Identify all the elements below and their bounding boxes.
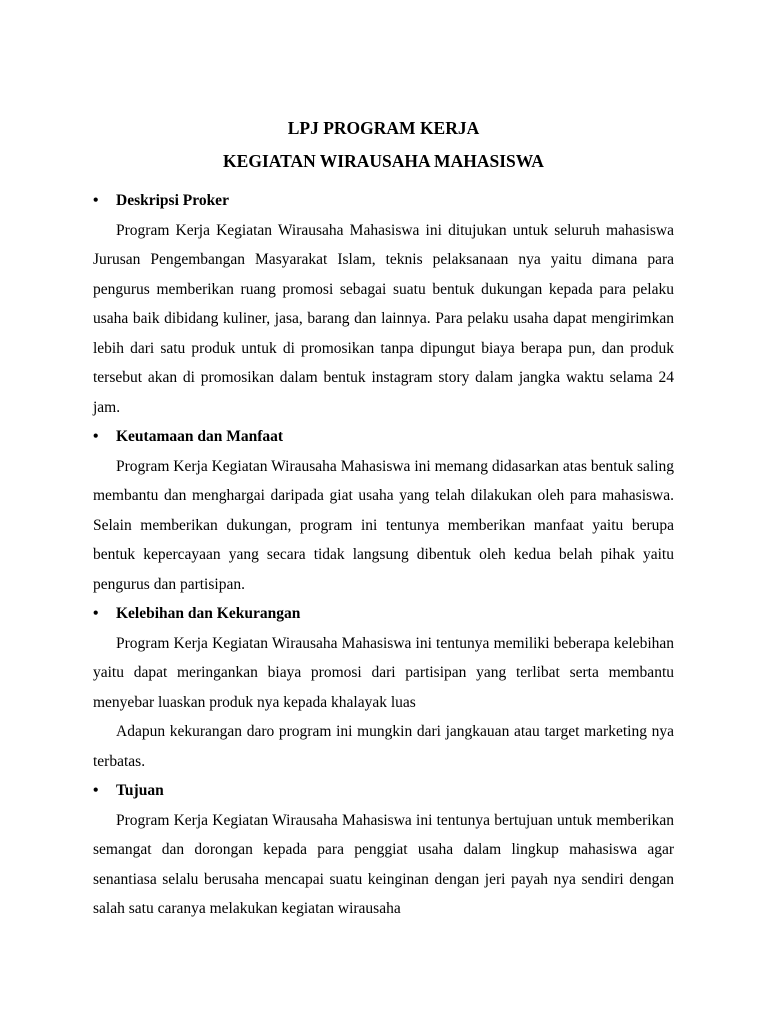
section-kelebihan-kekurangan <box>93 599 674 776</box>
document-title-line-1: LPJ PROGRAM KERJA <box>287 118 480 138</box>
section-heading-text: Keutamaan dan Manfaat <box>116 428 284 445</box>
section-heading <box>93 422 674 452</box>
section-tujuan <box>93 776 674 924</box>
section-paragraph: Program Kerja Kegiatan Wirausaha Mahasiswa ini memang didasarkan atas bentuk saling membantu dan menghargai daripada giat usaha yang telah dilakukan oleh para mahasiswa. Selain memberikan dukungan, program ini tentunya memberikan manfaat yaitu berupa bentuk kepercayaan yang secara tidak langsung dibentuk oleh kedua belah pihak yaitu pengurus dan partisipan. <box>93 457 674 593</box>
section-paragraph: Program Kerja Kegiatan Wirausaha Mahasiswa ini tentunya bertujuan untuk memberikan semangat dan dorongan kepada para penggiat usaha dalam lingkup mahasiswa agar senantiasa selalu berusaha mencapai suatu keinginan dengan jeri payah nya sendiri dengan salah satu caranya melakukan kegiatan wirausaha <box>93 811 674 917</box>
bullet-icon: • <box>93 782 99 799</box>
section-paragraph: Adapun kekurangan daro program ini mungkin dari jangkauan atau target marketing nya terbatas. <box>93 723 674 770</box>
title-spacer <box>93 171 674 186</box>
section-deskripsi-proker <box>93 186 674 422</box>
section-heading-text: Tujuan <box>116 782 164 799</box>
section-keutamaan-manfaat <box>93 422 674 599</box>
bullet-icon: • <box>93 605 99 622</box>
section-heading <box>93 186 674 216</box>
section-heading-text: Deskripsi Proker <box>116 192 229 209</box>
document-page <box>93 118 674 924</box>
document-title-line-2: KEGIATAN WIRAUSAHA MAHASISWA <box>223 151 544 171</box>
section-heading <box>93 776 674 806</box>
section-heading-text: Kelebihan dan Kekurangan <box>116 605 301 622</box>
section-paragraph: Program Kerja Kegiatan Wirausaha Mahasiswa ini ditujukan untuk seluruh mahasiswa Jurusan Pengembangan Masyarakat Islam, teknis pelaksanaan nya yaitu dimana para pengurus memberikan ruang promosi sebagai suatu bentuk dukungan kepada para pelaku usaha baik dibidang kuliner, jasa, barang dan lainnya. Para pelaku usaha dapat mengirimkan lebih dari satu produk untuk di promosikan tanpa dipungut biaya berapa pun, dan produk tersebut akan di promosikan dalam bentuk instagram story dalam jangka waktu selama 24 jam. <box>93 221 674 416</box>
section-heading <box>93 599 674 629</box>
bullet-icon: • <box>93 192 99 209</box>
section-paragraph: Program Kerja Kegiatan Wirausaha Mahasiswa ini tentunya memiliki beberapa kelebihan yaitu dapat meringankan biaya promosi dari partisipan yang terlibat serta membantu menyebar luaskan produk nya kepada khalayak luas <box>93 634 674 711</box>
bullet-icon: • <box>93 428 99 445</box>
